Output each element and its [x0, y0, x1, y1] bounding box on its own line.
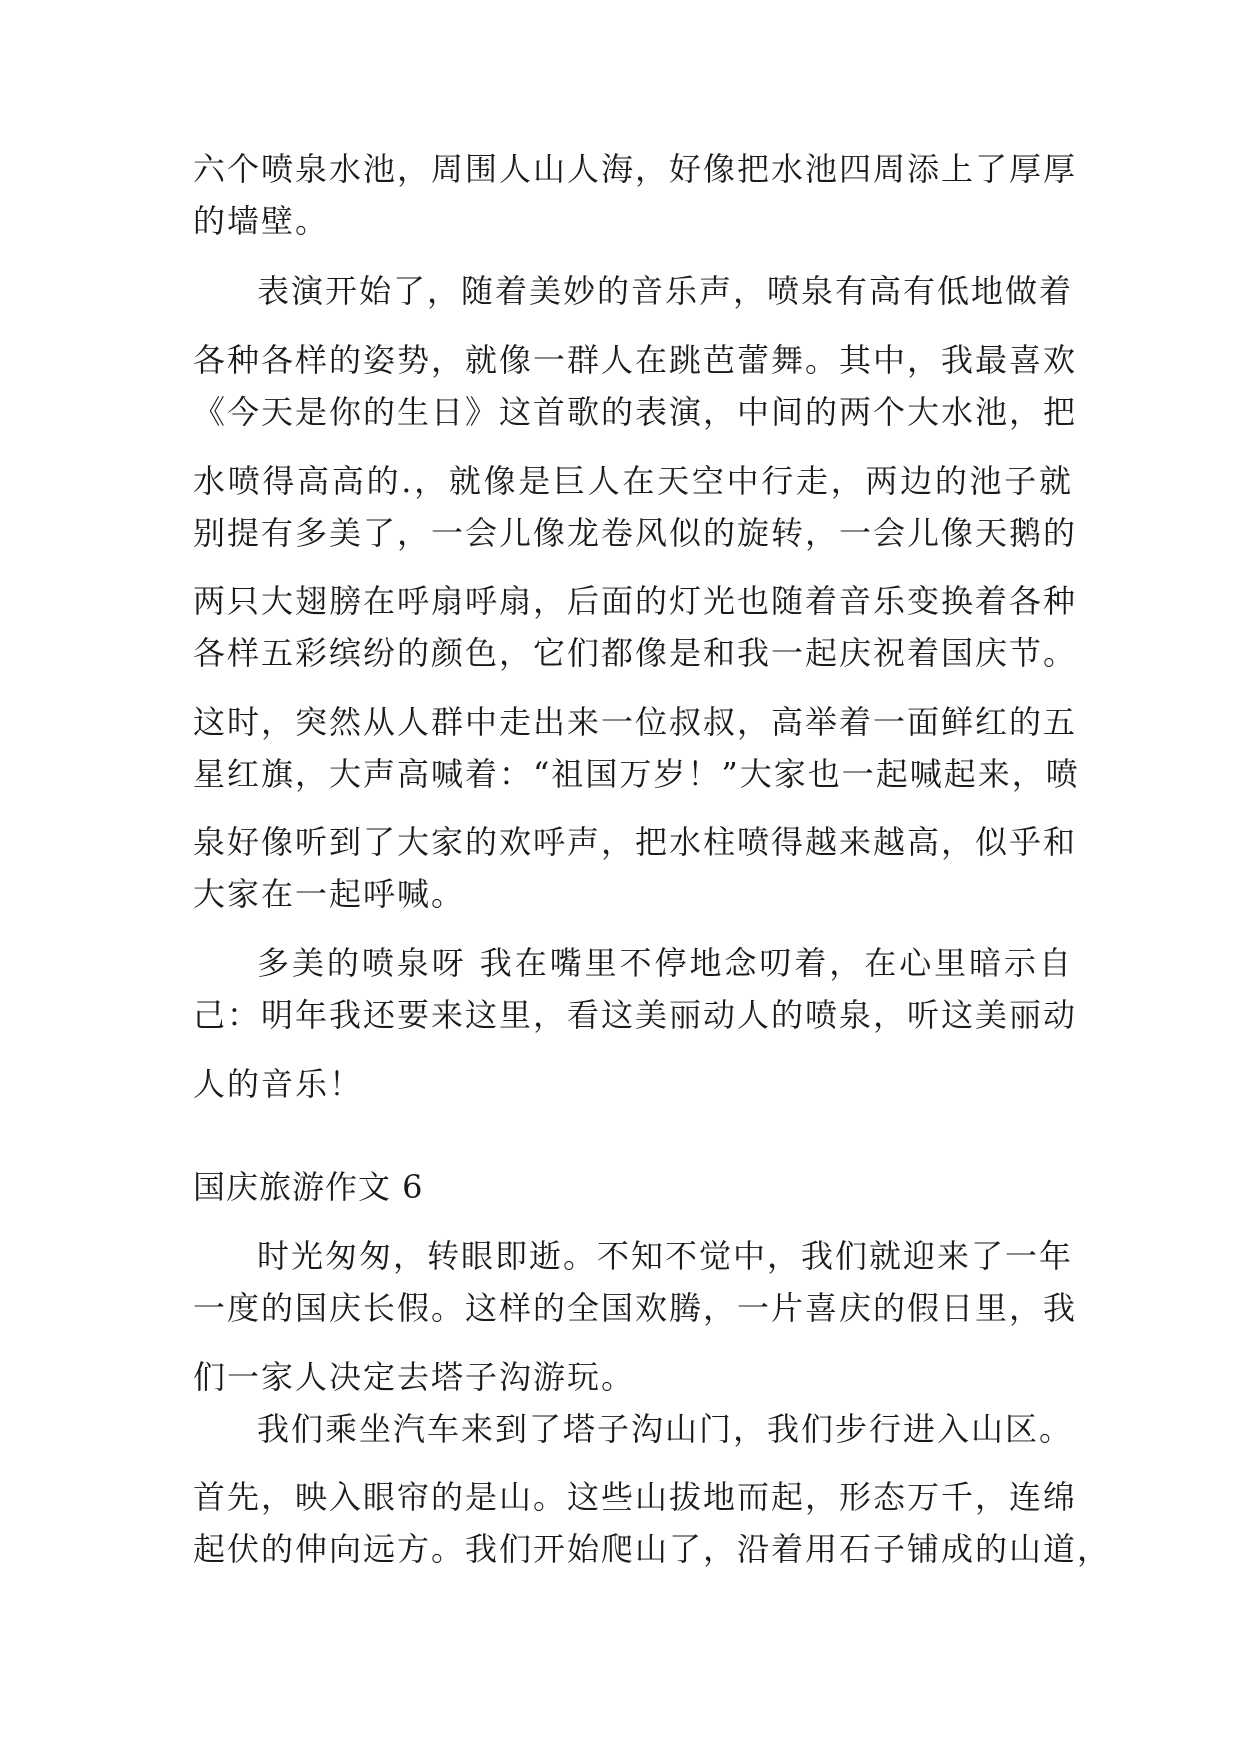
section-heading: 国庆旅游作文 6 [193, 1168, 424, 1206]
text-line: 《今天是你的生日》这首歌的表演，中间的两个大水池，把 [193, 393, 1078, 431]
text-line: 别提有多美了，一会儿像龙卷风似的旋转，一会儿像天鹅的 [193, 514, 1078, 552]
text-line: 首先，映入眼帘的是山。这些山拔地而起，形态万千，连绵 [193, 1478, 1078, 1516]
text-line: 时光匆匆，转眼即逝。不知不觉中，我们就迎来了一年 [257, 1237, 1074, 1275]
text-line: 各种各样的姿势，就像一群人在跳芭蕾舞。其中，我最喜欢 [193, 341, 1078, 379]
text-line: 星红旗，大声高喊着：“祖国万岁！”大家也一起喊起来，喷 [193, 755, 1080, 793]
text-line: 各样五彩缤纷的颜色，它们都像是和我一起庆祝着国庆节。 [193, 634, 1078, 672]
text-line: 人的音乐！ [193, 1065, 364, 1103]
text-line: 泉好像听到了大家的欢呼声，把水柱喷得越来越高，似乎和 [193, 823, 1078, 861]
text-line: 多美的喷泉呀 我在嘴里不停地念叨着，在心里暗示自 [257, 944, 1073, 982]
text-line: 这时，突然从人群中走出来一位叔叔，高举着一面鲜红的五 [193, 703, 1078, 741]
text-line: 一度的国庆长假。这样的全国欢腾，一片喜庆的假日里，我 [193, 1289, 1078, 1327]
text-line: 我们乘坐汽车来到了塔子沟山门，我们步行进入山区。 [257, 1410, 1074, 1448]
text-line: 们一家人决定去塔子沟游玩。 [193, 1358, 636, 1396]
text-line: 大家在一起呼喊。 [193, 875, 466, 913]
text-line: 两只大翅膀在呼扇呼扇，后面的灯光也随着音乐变换着各种 [193, 582, 1078, 620]
text-line: 起伏的伸向远方。我们开始爬山了，沿着用石子铺成的山道， [193, 1530, 1112, 1568]
text-line: 的墙壁。 [193, 202, 330, 240]
text-line: 六个喷泉水池，周围人山人海，好像把水池四周添上了厚厚 [193, 150, 1078, 188]
text-line: 己：明年我还要来这里，看这美丽动人的喷泉，听这美丽动 [193, 996, 1078, 1034]
text-line: 表演开始了，随着美妙的音乐声，喷泉有高有低地做着 [257, 272, 1074, 310]
text-line: 水喷得高高的.，就像是巨人在天空中行走，两边的池子就 [193, 462, 1073, 500]
